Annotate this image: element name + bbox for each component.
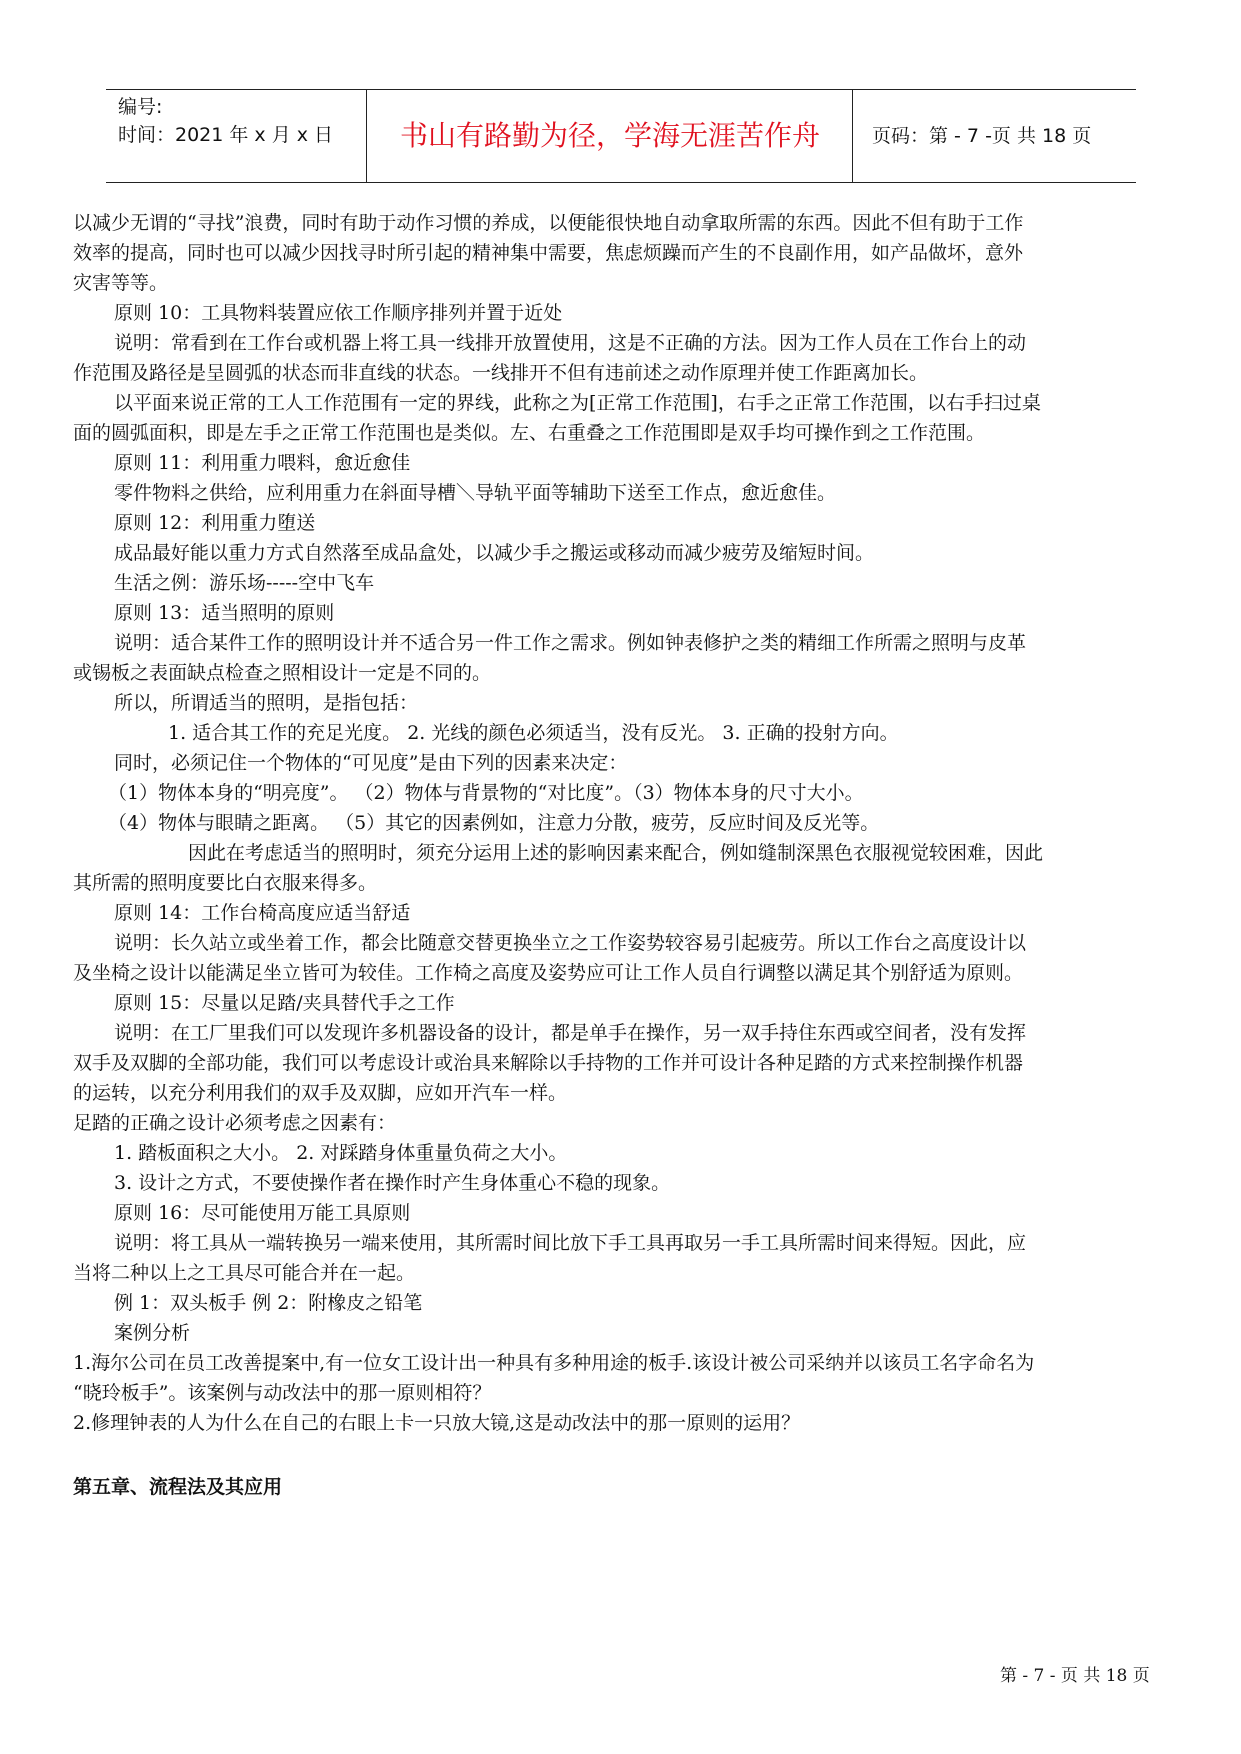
list-item: 1. 适合其工作的充足光度。 2. 光线的颜色必须适当，没有反光。 3. 正确的投射方向。 xyxy=(168,722,899,744)
text-line: 面的圆弧面积，即是左手之正常工作范围也是类似。左、右重叠之工作范围即是双手均可操作到之工作范围。 xyxy=(73,422,986,444)
principle-heading: 原则 14：工作台椅高度应适当舒适 xyxy=(114,902,411,924)
header-motto: 书山有路勤为径，学海无涯苦作舟 xyxy=(368,90,853,182)
number-label: 编号: xyxy=(118,96,163,118)
text-line: 及坐椅之设计以能满足坐立皆可为较佳。工作椅之高度及姿势应可让工作人员自行调整以满足其个别舒适为原则。 xyxy=(73,962,1024,984)
text-line: “晓玲板手”。该案例与动改法中的那一原则相符？ xyxy=(73,1382,492,1404)
text-line: 足踏的正确之设计必须考虑之因素有： xyxy=(73,1112,397,1134)
text-line: 零件物料之供给，应利用重力在斜面导槽＼导轨平面等辅助下送至工作点，愈近愈佳。 xyxy=(114,482,837,504)
text-line: 作范围及路径是呈圆弧的状态而非直线的状态。一线排开不但有违前述之动作原理并使工作距离加长。 xyxy=(73,362,929,384)
question-item: 1.海尔公司在员工改善提案中,有一位女工设计出一种具有多种用途的板手.该设计被公司采纳并以该员工名字命名为 xyxy=(73,1352,1035,1374)
principle-heading: 原则 15：尽量以足踏/夹具替代手之工作 xyxy=(114,992,455,1014)
text-line: 说明：长久站立或坐着工作，都会比随意交替更换坐立之工作姿势较容易引起疲劳。所以工作台之高度设计以 xyxy=(114,932,1027,954)
example-line: 例 1：双头板手 例 2：附橡皮之铅笔 xyxy=(114,1292,423,1314)
case-analysis-heading: 案例分析 xyxy=(114,1322,191,1344)
text-line: 以减少无谓的“寻找”浪费，同时有助于动作习惯的养成，以便能很快地自动拿取所需的东西。因此不但有助于工作 xyxy=(73,212,1024,234)
time-label: 时间：2021 年 x 月 x 日 xyxy=(118,124,334,146)
page-footer: 第 - 7 - 页 共 18 页 xyxy=(1000,1666,1150,1686)
text-line: 说明：常看到在工作台或机器上将工具一线排开放置使用，这是不正确的方法。因为工作人员在工作台上的动 xyxy=(114,332,1027,354)
text-line: 所以，所谓适当的照明，是指包括： xyxy=(114,692,419,714)
text-line: 双手及双脚的全部功能，我们可以考虑设计或治具来解除以手持物的工作并可设计各种足踏的方式来控制操作机器 xyxy=(73,1052,1024,1074)
text-line: 说明：在工厂里我们可以发现许多机器设备的设计，都是单手在操作，另一双手持住东西或空间者，没有发挥 xyxy=(114,1022,1027,1044)
list-item: （1）物体本身的“明亮度”。 （2）物体与背景物的“对比度”。（3）物体本身的尺寸大小。 xyxy=(108,782,864,804)
text-line: 成品最好能以重力方式自然落至成品盒处，以减少手之搬运或移动而减少疲劳及缩短时间。 xyxy=(114,542,875,564)
text-line: 生活之例：游乐场-----空中飞车 xyxy=(114,572,375,594)
principle-heading: 原则 12：利用重力堕送 xyxy=(114,512,316,534)
principle-heading: 原则 13：适当照明的原则 xyxy=(114,602,335,624)
page-header xyxy=(106,89,1136,183)
text-line: 当将二种以上之工具尽可能合并在一起。 xyxy=(73,1262,416,1284)
list-item: 3. 设计之方式，不要使操作者在操作时产生身体重心不稳的现象。 xyxy=(114,1172,671,1194)
chapter-title: 第五章、流程法及其应用 xyxy=(73,1476,283,1498)
header-info-cell xyxy=(106,90,367,182)
question-item: 2.修理钟表的人为什么在自己的右眼上卡一只放大镜,这是动改法中的那一原则的运用？ xyxy=(73,1412,801,1434)
text-line: 其所需的照明度要比白衣服来得多。 xyxy=(73,872,378,894)
text-line: 因此在考虑适当的照明时，须充分运用上述的影响因素来配合，例如缝制深黑色衣服视觉较困难，因此 xyxy=(188,842,1044,864)
principle-heading: 原则 11：利用重力喂料，愈近愈佳 xyxy=(114,452,411,474)
document-body xyxy=(73,208,1173,1502)
header-page-number: 页码：第 - 7 -页 共 18 页 xyxy=(872,125,1092,147)
principle-heading: 原则 10：工具物料装置应依工作顺序排列并置于近处 xyxy=(114,302,563,324)
text-line: 效率的提高，同时也可以减少因找寻时所引起的精神集中需要，焦虑烦躁而产生的不良副作用，如产品做坏，意外 xyxy=(73,242,1024,264)
text-line: 灾害等等。 xyxy=(73,272,169,294)
principle-heading: 原则 16：尽可能使用万能工具原则 xyxy=(114,1202,411,1224)
text-line: 说明：将工具从一端转换另一端来使用，其所需时间比放下手工具再取另一手工具所需时间来得短。因此，应 xyxy=(114,1232,1027,1254)
list-item: 1. 踏板面积之大小。 2. 对踩踏身体重量负荷之大小。 xyxy=(114,1142,568,1164)
text-line: 同时，必须记住一个物体的“可见度”是由下列的因素来决定： xyxy=(114,752,628,774)
list-item: （4）物体与眼睛之距离。 （5）其它的因素例如，注意力分散，疲劳，反应时间及反光等。 xyxy=(108,812,880,834)
text-line: 以平面来说正常的工人工作范围有一定的界线，此称之为[正常工作范围]，右手之正常工作范围，以右手扫过桌 xyxy=(114,392,1041,414)
text-line: 或锡板之表面缺点检查之照相设计一定是不同的。 xyxy=(73,662,492,684)
text-line: 说明：适合某件工作的照明设计并不适合另一件工作之需求。例如钟表修护之类的精细工作所需之照明与皮革 xyxy=(114,632,1027,654)
text-line: 的运转，以充分利用我们的双手及双脚，应如开汽车一样。 xyxy=(73,1082,568,1104)
